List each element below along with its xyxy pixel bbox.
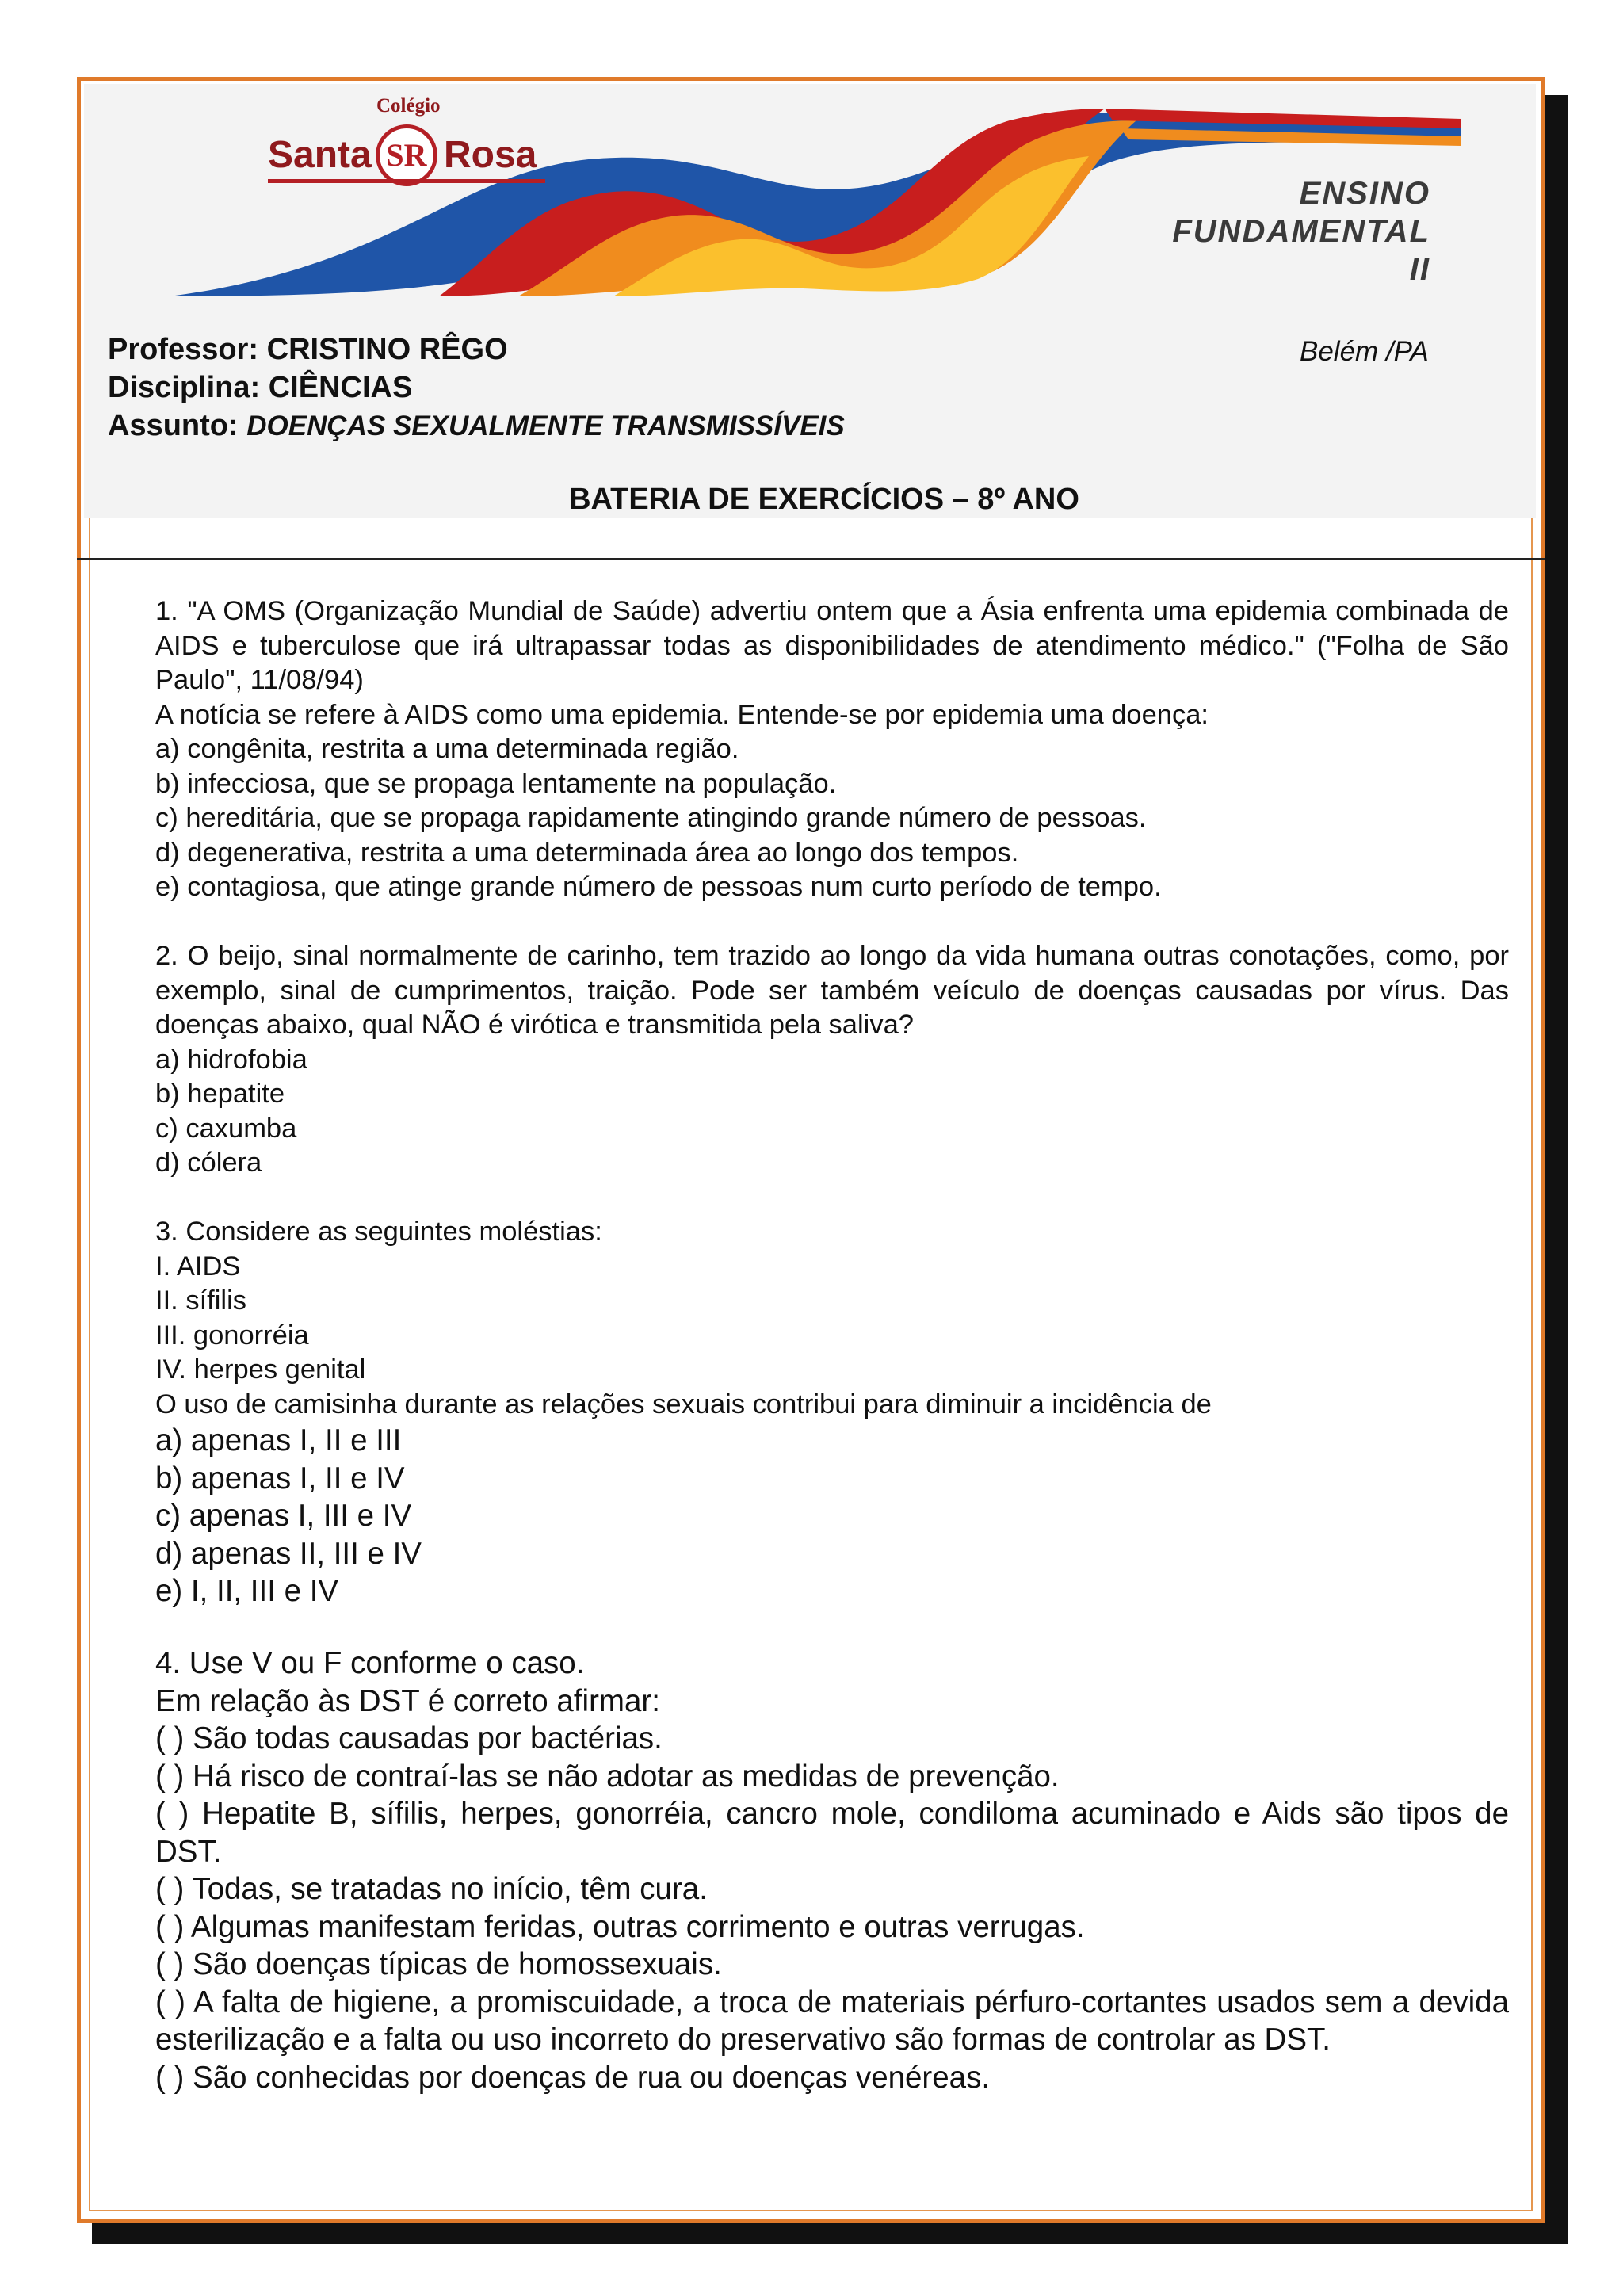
q3-item-3: III. gonorréia (155, 1320, 309, 1350)
q3-item-2: II. sífilis (155, 1286, 247, 1316)
q2-option-b: b) hepatite (155, 1079, 285, 1109)
header-divider (77, 558, 1545, 560)
q4-statement-2: ( ) Há risco de contraí-las se não adotar as medidas de prevenção. (155, 1759, 1060, 1794)
q4-stem: 4. Use V ou F conforme o caso. (155, 1646, 585, 1680)
q1-option-a: a) congênita, restrita a uma determinada região. (155, 734, 739, 764)
q3-option-d: d) apenas II, III e IV (155, 1536, 422, 1571)
q3-item-4: IV. herpes genital (155, 1354, 366, 1385)
q2-option-d: d) cólera (155, 1148, 262, 1178)
q4-question: Em relação às DST é correto afirmar: (155, 1683, 660, 1718)
q2-stem: 2. O beijo, sinal normalmente de carinho, tem trazido ao longo da vida humana outras conotações, como, por exemplo, sinal de cumprimentos, traição. Pode ser também veículo de doenças causadas por vírus. Das doenças abaixo, qual NÃO é virótica e transmitida pela saliva? (155, 941, 1509, 1040)
q4-statement-5: ( ) Algumas manifestam feridas, outras corrimento e outras verrugas. (155, 1909, 1085, 1944)
education-level-line2: FUNDAMENTAL II (1172, 214, 1430, 287)
q2-option-a: a) hidrofobia (155, 1044, 307, 1075)
assunto-line (108, 409, 845, 443)
q4-statement-6: ( ) São doenças típicas de homossexuais. (155, 1947, 722, 1981)
education-level (1145, 174, 1430, 288)
logo-name-right: Rosa (444, 134, 537, 176)
q3-option-b: b) apenas I, II e IV (155, 1461, 405, 1496)
q3-stem: 3. Considere as seguintes moléstias: (155, 1217, 602, 1247)
q4-statement-4: ( ) Todas, se tratadas no início, têm cura. (155, 1872, 708, 1906)
logo-underline (268, 179, 545, 183)
disciplina-line (108, 371, 412, 405)
q3-option-e: e) I, II, III e IV (155, 1574, 339, 1608)
logo-emblem: SR (376, 124, 437, 186)
q3-item-1: I. AIDS (155, 1251, 241, 1282)
place-label: Belém /PA (1300, 336, 1429, 367)
q1-option-d: d) degenerativa, restrita a uma determinada área ao longo dos tempos. (155, 837, 1019, 868)
q1-stem: 1. "A OMS (Organização Mundial de Saúde) advertiu ontem que a Ásia enfrenta uma epidemia combinada de AIDS e tuberculose que irá ultrapassar todas as disponibilidades de atendimento médico." ("Folha de São Paulo", 11/08/94) (155, 596, 1509, 695)
professor-line (108, 333, 508, 367)
q1-option-b: b) infecciosa, que se propaga lentamente na população. (155, 768, 837, 799)
exercise-list (155, 594, 1509, 2096)
disciplina-value: CIÊNCIAS (268, 371, 413, 404)
q2-option-c: c) caxumba (155, 1113, 297, 1144)
professor-label: Professor: (108, 333, 259, 366)
q4-statement-8: ( ) São conhecidas por doenças de rua ou doenças venéreas. (155, 2060, 991, 2095)
logo-colegio-text: Colégio (376, 95, 441, 117)
q3-option-a: a) apenas I, II e III (155, 1423, 402, 1457)
q1-option-e: e) contagiosa, que atinge grande número de pessoas num curto período de tempo. (155, 872, 1162, 902)
q3-question: O uso de camisinha durante as relações sexuais contribui para diminuir a incidência de (155, 1389, 1212, 1419)
professor-value: CRISTINO RÊGO (266, 333, 508, 366)
page-title: BATERIA DE EXERCÍCIOS – 8º ANO (569, 483, 1079, 516)
q4-statement-7: ( ) A falta de higiene, a promiscuidade, a troca de materiais pérfuro-cortantes usados sem a devida esterilização e a falta ou uso incorreto do preservativo são formas de controlar as DST. (155, 1985, 1509, 2057)
logo-name-left: Santa (268, 134, 372, 176)
assunto-value: DOENÇAS SEXUALMENTE TRANSMISSÍVEIS (246, 411, 845, 441)
q1-option-c: c) hereditária, que se propaga rapidamente atingindo grande número de pessoas. (155, 803, 1147, 833)
assunto-label: Assunto: (108, 409, 239, 442)
education-level-line1: ENSINO (1299, 176, 1430, 211)
q1-question: A notícia se refere à AIDS como uma epidemia. Entende-se por epidemia uma doença: (155, 699, 1209, 730)
disciplina-label: Disciplina: (108, 371, 261, 404)
q4-statement-1: ( ) São todas causadas por bactérias. (155, 1721, 663, 1755)
q3-option-c: c) apenas I, III e IV (155, 1499, 412, 1533)
q4-statement-3: ( ) Hepatite B, sífilis, herpes, gonorréia, cancro mole, condiloma acuminado e Aids são tipos de DST. (155, 1797, 1509, 1869)
